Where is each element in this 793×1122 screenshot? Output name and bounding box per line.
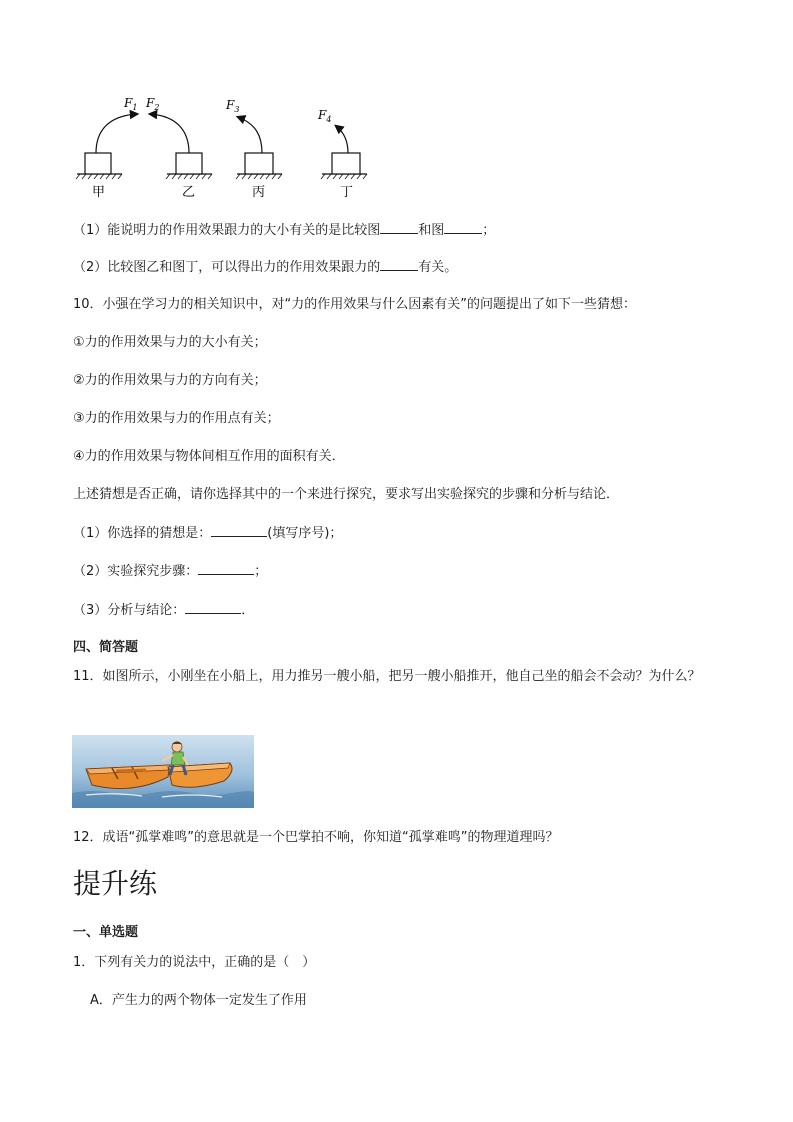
guess-item: ③力的作用效果与力的作用点有关； [73,411,280,426]
q10-sub1 [73,524,342,543]
answer-blank[interactable] [444,221,482,234]
force-diagram [72,92,372,202]
answer-blank[interactable] [380,258,418,271]
q10-sub3-text: （3）分析与结论： [73,603,186,618]
answer-blank[interactable] [198,562,254,575]
section-heading: 四、简答题 [73,640,139,655]
q9-part1-mid: 和图 [418,223,445,238]
q9-part1-end: ； [482,223,496,238]
q12-text: 12．成语“孤掌难鸣”的意思就是一个巴掌拍不响，你知道“孤掌难鸣”的物理道理吗？ [73,830,559,845]
panel-label-yi: 乙 [182,185,196,200]
q10-sub3 [73,601,254,620]
q10-sub2-text: （2）实验探究步骤： [73,564,199,579]
section-heading: 一、单选题 [73,925,139,940]
q9-part2 [73,258,457,277]
q9-part2-text: （2）比较图乙和图丁，可以得出力的作用效果跟力的 [73,260,381,275]
force-label-f2: $F_2$ [146,96,160,112]
q10-sub2-end: ； [254,564,268,579]
guess-item: ④力的作用效果与物体间相互作用的面积有关． [73,449,345,464]
force-label-f3: $F_3$ [226,98,240,114]
answer-blank[interactable] [211,524,267,537]
panel-label-jia: 甲 [92,185,106,200]
guess-item: ①力的作用效果与力的大小有关； [73,335,267,350]
q9-part1-text: （1）能说明力的作用效果跟力的大小有关的是比较图 [73,223,381,238]
force-label-f1: $F_1$ [124,96,138,112]
option-a: A．产生力的两个物体一定发生了作用 [90,993,307,1008]
q9-part1 [73,221,495,240]
part-title: 提升练 [73,867,158,900]
q9-part2-end: 有关。 [418,260,458,275]
q10-sub1-end: (填写序号)； [267,526,343,541]
q11-text: 11．如图所示，小刚坐在小船上，用力推另一艘小船，把另一艘小船推开，他自己坐的船会不会动？为什么？ [73,669,701,684]
q10-stem: 10．小强在学习力的相关知识中，对“力的作用效果与什么因素有关”的问题提出了如下一些猜想： [73,297,637,312]
q10-sub2 [73,562,267,581]
panel-jia [76,96,137,200]
boat-illustration [72,735,254,808]
panel-bing [225,98,282,200]
answer-blank[interactable] [185,601,241,614]
panel-label-bing: 丙 [252,185,266,200]
guess-item: ②力的作用效果与力的方向有关； [73,373,267,388]
answer-blank[interactable] [380,221,418,234]
question-stem: 1．下列有关力的说法中，正确的是（ ） [73,955,316,970]
panel-yi [145,96,212,200]
force-label-f4: $F_4$ [318,108,332,124]
panel-label-ding: 丁 [340,185,354,200]
panel-ding [317,108,367,200]
q10-sub1-text: （1）你选择的猜想是： [73,526,212,541]
q10-sub3-end: ． [241,603,255,618]
q10-instruction: 上述猜想是否正确，请你选择其中的一个来进行探究，要求写出实验探究的步骤和分析与结论． [73,487,620,502]
